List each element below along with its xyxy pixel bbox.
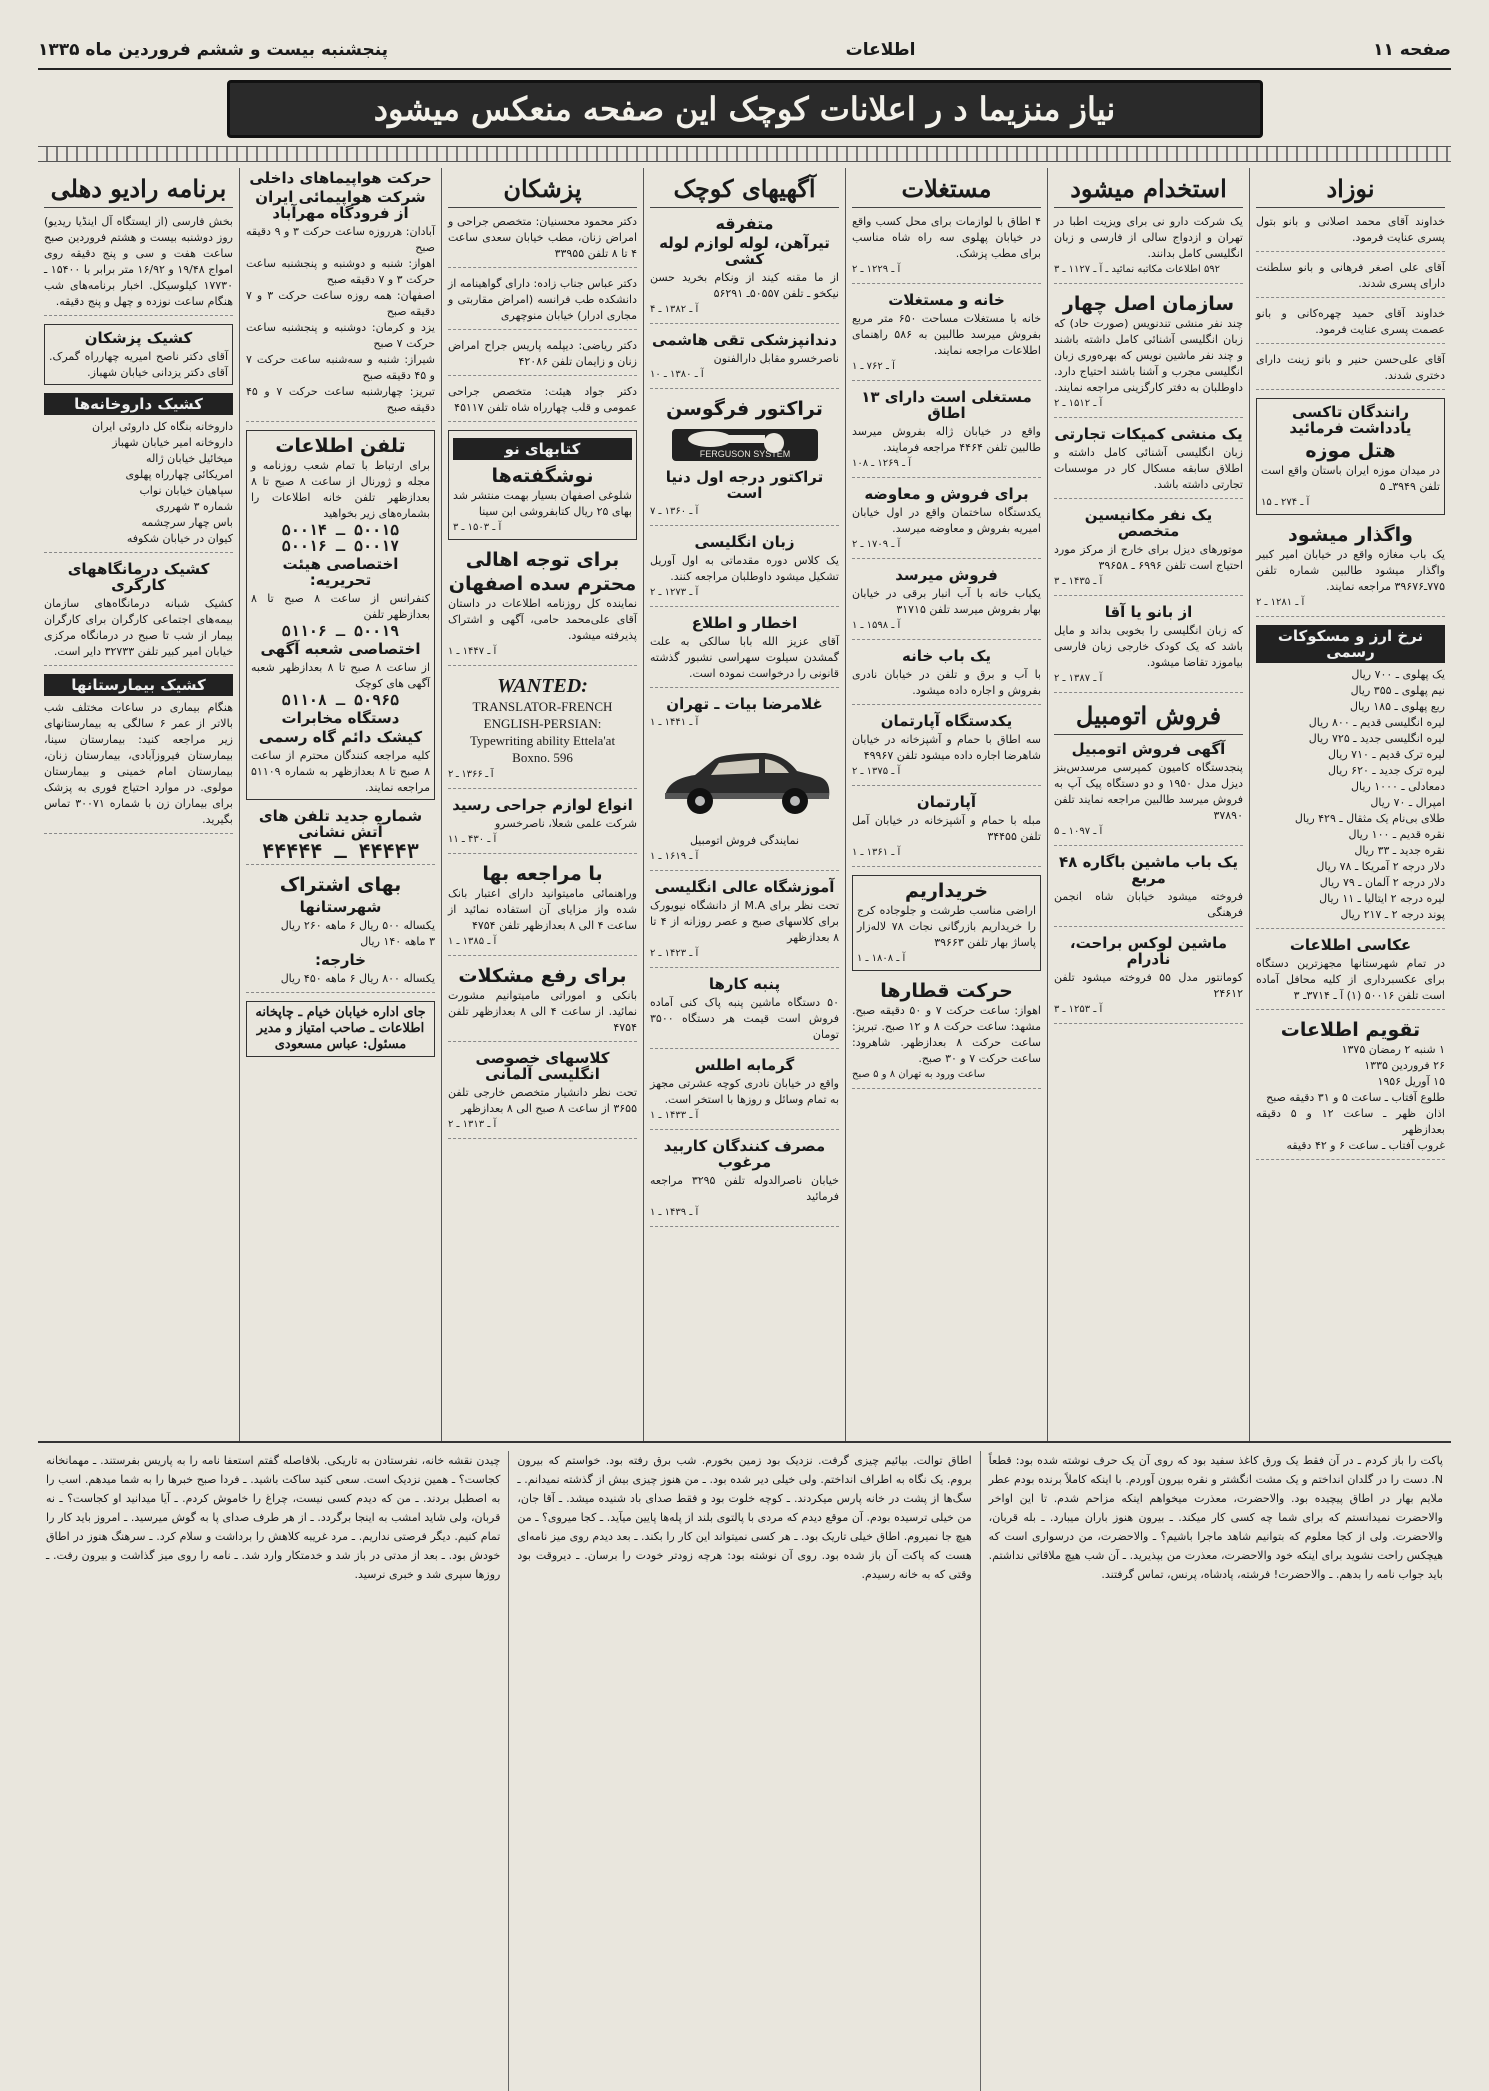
bathhouse-ad bbox=[650, 1057, 839, 1130]
comm-title: دستگاه مخابرات bbox=[281, 709, 400, 727]
mechanic-ad bbox=[1054, 507, 1243, 596]
pipe-text: از ما مقنه کیند از ونکام بخرید حسن نیکخو ـ تلفن ۵۰۵۵۷ـ ۵۶۲۹۱ bbox=[650, 271, 839, 300]
rate-line: لیره درجه ۲ ایتالیا ـ ۱۱ ریال bbox=[1319, 892, 1445, 905]
pipe-ref: آ ـ ۱۳۸۲ ـ ۴ bbox=[650, 304, 699, 315]
language-class-ad bbox=[448, 1050, 637, 1139]
secretary-ad bbox=[1054, 426, 1243, 499]
column-estates bbox=[845, 168, 1047, 1441]
flat-ref: آ ـ ۱۳۶۱ ـ ۱ bbox=[852, 847, 901, 858]
doctor-ad: دکتر محمود محسنیان: متخصص جراحی و امراض زنان، مطب خیابان سعدی ساعت ۴ تا ۸ تلفن ۳۳۹۵۵ bbox=[448, 214, 637, 268]
house-rent-title: یک باب خانه bbox=[902, 647, 991, 665]
duty-doctors bbox=[44, 324, 233, 385]
books-ad bbox=[448, 430, 637, 540]
org-text: چند نفر منشی تندنویس (صورت حاد) که زبان انگلیسی آشنائی کامل داشته باشند و چند نفر ماشین نویس که بهره‌وری زبان انگلیسی مجرب و آشنا باشند احتیاج دارد. داوطلبان به دفتر کارگزینی مراجعه نمایند. bbox=[1054, 317, 1243, 394]
house-ref: آ ـ ۷۶۲ ـ ۱ bbox=[852, 361, 895, 372]
pharma-ad bbox=[1054, 214, 1243, 284]
tractor-line: تراکتور درجه اول دنیا است bbox=[665, 468, 824, 502]
rate-line: نقره جدید ـ ۳۳ ریال bbox=[1354, 844, 1445, 857]
house-text: خانه با مستغلات مساحت ۶۵۰ متر مربع بفروش میرسد طالبین به ۵۸۶ راهنمای اطلاعات مراجعه نمایند. bbox=[852, 312, 1042, 357]
org-title: سازمان اصل چهار bbox=[1062, 293, 1235, 315]
flight-line: اهواز: شنبه و دوشنبه و پنجشنبه ساعت حرکت ۳ و ۷ دقیقه صبح bbox=[246, 257, 435, 286]
doctor-ad: دکتر عباس جناب زاده: دارای گواهینامه از دانشکده طب فرانسه (امراض مقاربتی و مجاری ادرار) خیابان منوچهری bbox=[448, 276, 637, 330]
transfer-text: یک باب مغازه واقع در خیابان امیر کبیر واگذار میشود طالبین شماره تلفن ۷۷۵ـ۳۹۶۷۶ مراجعه نمایند. bbox=[1256, 548, 1445, 593]
dental-title: دندانپزشکی تقی هاشمی bbox=[652, 331, 837, 349]
rate-line: طلای بی‌نام یک مثقال ـ ۴۲۹ ریال bbox=[1294, 812, 1445, 825]
fire-title: شماره جدید تلفن های آتش نشانی bbox=[258, 807, 423, 841]
calendar-line: طلوع آفتاب ـ ساعت ۵ و ۳۱ دقیقه صبح bbox=[1266, 1091, 1445, 1104]
rate-line: نیم پهلوی ـ ۳۵۵ ریال bbox=[1350, 684, 1445, 697]
agent-title: غلامرضا بیات ـ تهران bbox=[666, 695, 823, 713]
banner-title: نیاز منزیما د ر اعلانات کوچک این صفحه منعکس میشود bbox=[373, 90, 1116, 128]
car-sale-sub: آگهی فروش اتومبیل bbox=[1071, 740, 1226, 758]
pharmacies-title: کشیک داروخانه‌ها bbox=[44, 393, 233, 415]
column-births bbox=[1249, 168, 1451, 1441]
fire-phone-box bbox=[246, 808, 435, 865]
logo-text: FERGUSON SYSTEM bbox=[699, 449, 790, 459]
transfer-ref: آ ـ ۱۲۸۱ ـ ۲ bbox=[1256, 597, 1305, 608]
transfer-title: واگذار میشود bbox=[1288, 524, 1413, 546]
sale-ad bbox=[852, 567, 1041, 640]
wanted-title: WANTED: bbox=[497, 675, 588, 697]
flight-line: شیراز: شنبه و سه‌شنبه ساعت حرکت ۷ و ۴۵ دقیقه صبح bbox=[246, 353, 435, 382]
wanted-ad bbox=[448, 674, 637, 789]
tractor-ref: آ ـ ۱۳۶۰ ـ ۷ bbox=[650, 506, 699, 517]
story-column bbox=[38, 1451, 508, 2091]
classifieds-banner bbox=[227, 80, 1263, 138]
car-caption: نمایندگی فروش اتومبیل bbox=[689, 834, 800, 847]
agent-ref: آ ـ ۱۴۴۱ ـ ۱ bbox=[650, 717, 699, 728]
subscription-sub: شهرستانها bbox=[299, 898, 382, 916]
pharmacy-item: سپاهیان خیابان نواب bbox=[139, 484, 233, 497]
house-title: خانه و مستغلات bbox=[888, 291, 1005, 309]
org-ad bbox=[1054, 292, 1243, 418]
rooms-title: مستغلی است دارای ۱۳ اطاق bbox=[861, 388, 1032, 422]
rate-line: نقره قدیم ـ ۱۰۰ ریال bbox=[1348, 828, 1445, 841]
story-paragraph: اطاق توالت. بیائیم چیزی گرفت. نزدیک بود زمین بخورم. شب برق رفته بود. خواستم که بیرون بروم. یک نگاه به اطراف انداختم. ولی خیلی دیر شده بود. ـ من هنوز چیزی بیش از گذشته نمیدانم. ـ سگ‌ها از پشت در خانه پارس میکردند. ـ کوچه خلوت بود و فقط صدای باد شنیده میشد. ـ آقا جان، من خیلی ترسیده بودم. آن موقع دیدم که مردی با پالتوی بلند از پله‌ها پایین میآید. ـ کجا میروی؟ ـ من هیچ جا نمیروم. اطاق خیلی تاریک بود. ـ هر کسی نمیتواند این کار را بکند. ـ بعد دیدم روی میز نامه‌ای هست که پاکت آن باز شده بود. روی آن نوشته بود: هرچه زودتر خودت را برسان. ـ دیروقت بود وقتی که به خانه رسیدم. bbox=[517, 1454, 972, 1581]
flights-box bbox=[246, 170, 435, 422]
pharmacy-item: امریکائی چهارراه پهلوی bbox=[125, 468, 233, 481]
flat-text: مبله با حمام و آشپزخانه در خیابان آمل تلفن ۳۴۴۵۵ bbox=[852, 814, 1041, 843]
reward-text: وراهنمائی مامیتوانید دارای اعتبار بانک شده واز مزایای آن استفاده نمائید از ساعت ۴ الی ۸ بعدازظهر تلفن ۴۷۵۴ bbox=[448, 887, 637, 932]
notice-ad bbox=[650, 615, 839, 688]
editorial-title: اختصاصی هیئت تحریریه: bbox=[282, 555, 399, 589]
car-sale-ref: آ ـ ۱۰۹۷ ـ ۵ bbox=[1054, 826, 1103, 837]
isfahan-title: برای توجه اهالی محترم سده اصفهان bbox=[448, 549, 637, 595]
pipe-title: تیرآهن، لوله لوازم لوله کشی bbox=[659, 234, 830, 268]
school-text: تحت نظر برای M.A از دانشگاه نیویورک برای کلاسهای صبح و عصر روزانه از ۴ تا ۸ بعدازظهر bbox=[650, 899, 840, 944]
notice-text: آقای عزیز الله بابا سالکی به علت گمشدن سیلوت سهراسی نشبور گذشته قانونی را درخواست نموده است. bbox=[650, 635, 839, 680]
hotel-text: در میدان موزه ایران باستان واقع است تلفن ۳۹۴۹ـ ۵ bbox=[1261, 464, 1440, 493]
cotton-title: پنبه کارها bbox=[708, 975, 781, 993]
english-ad bbox=[650, 534, 839, 607]
hospitals-text: هنگام بیماری در ساعات مختلف شب بالاتر از عمر ۶ سالگی به بیمارستانهای زیر مراجعه کنید: بیمارستان سینا، بیمارستان فیروزآبادی، بیمارستان زنان، بیمارستان امام خمینی و بیمارستان مولوی. در موارد احتیاج فوری به پزشک برای بیماران زن با شماره ۳۰۰۷۱ تماس بگیرید. bbox=[44, 701, 233, 826]
story-column bbox=[980, 1451, 1451, 2091]
ads-dept-number: ۵۰۹۶۵ ـ ۵۱۱۰۸ bbox=[281, 691, 400, 709]
story-paragraph: چیدن نقشه خانه، نفرستادن به تاریکی. بلافاصله گفتم استعفا نامه را به پاریس بفرستند. ـ مهمانخانه کجاست؟ ـ همین نزدیک است. سعی کنید ساکت باشید. ـ فردا صبح خبرها را به شما میدهم. اسب را به اصطبل بردند. ـ من که دیدم کسی نیست، چراغ را خاموش کردم. ـ آیا میدانید او کجاست؟ ـ نه قربان، ولی شاید امشب به اینجا برگردد. ـ از هر طرف صدای پا به گوش میرسید. ـ امروز باید کار را تمام کنیم. دیگر فرصتی نداریم. ـ مرد غریبه کلاهش را برداشت و سلام کرد. ـ سرهنگ هنوز در اطاق خودش بود. ـ بعد از مدتی در باز شد و خدمتکار وارد شد. ـ نامه را روی میز گذاشت و بیرون رفت. ـ روزها سپری شد و خبری نرسید. bbox=[46, 1454, 501, 1581]
buyer-ref: آ ـ ۱۸۰۸ ـ ۱ bbox=[857, 953, 906, 964]
buyer-text: اراضی مناسب طرشت و جلوجاده کرج را خریداریم بازرگانی نجات ۷۸ لاله‌زار پاساژ بهار تلفن ۳۹۶۶۳ bbox=[857, 904, 1036, 949]
scattered-heading: متفرقه bbox=[715, 214, 774, 233]
office-ref: آ ـ ۱۲۲۹ ـ ۲ bbox=[852, 264, 901, 275]
bathhouse-text: واقع در خیابان نادری کوچه عشرتی مجهز به تمام وسائل و روزها با استخر است. bbox=[650, 1077, 839, 1106]
rate-line: ربع پهلوی ـ ۱۸۵ ریال bbox=[1350, 700, 1445, 713]
flights-sub: شرکت هواپیمائی ایران از فرودگاه مهرآباد bbox=[255, 188, 426, 222]
books-text: شلوغی اصفهان بسیار بهمت منتشر شد بهای ۲۵ ریال کتابفروشی ابن سینا bbox=[453, 489, 632, 518]
english-text: یک کلاس دوره مقدماتی به اول آوریل تشکیل میشود داوطلبان مراجعه کنند. bbox=[650, 554, 839, 583]
isfahan-ref: آ ـ ۱۴۴۷ ـ ۱ bbox=[448, 646, 497, 657]
subscription-title: بهای اشتراک bbox=[279, 874, 402, 896]
pharmacy-item: باس چهار سرچشمه bbox=[141, 516, 233, 529]
ads-dept-title: اختصاصی شعبه آگهی bbox=[260, 640, 421, 658]
flight-line: اصفهان: همه روزه ساعت حرکت ۳ و ۷ دقیقه صبح bbox=[246, 289, 436, 318]
house-rent-text: با آب و برق و تلفن در خیابان نادری بفروش و اجاره داده میشود. bbox=[852, 668, 1041, 697]
rate-line: لیره ترک قدیم ـ ۷۱۰ ریال bbox=[1327, 748, 1445, 761]
school-ad bbox=[650, 879, 839, 968]
books-title: کتابهای نو bbox=[453, 438, 632, 460]
subscription-line: ۳ ماهه ۱۴۰ ریال bbox=[360, 935, 435, 948]
column-radio bbox=[38, 168, 239, 1441]
reward-title: با مراجعه بها bbox=[482, 863, 603, 885]
column-flights bbox=[239, 168, 441, 1441]
birth-notice: خداوند آقای حمید چهره‌کانی و بانو عصمت پسری عنایت فرمود. bbox=[1256, 306, 1445, 344]
apartment-ref: آ ـ ۱۳۷۵ ـ ۲ bbox=[852, 766, 901, 777]
exchange-ref: آ ـ ۱۷۰۹ ـ ۲ bbox=[852, 539, 901, 550]
wanted-line: TRANSLATOR-FRENCH bbox=[472, 699, 613, 714]
factory-clinics bbox=[44, 561, 233, 666]
books-ref: آ ـ ۱۵۰۳ ـ ۳ bbox=[453, 522, 502, 533]
school-ref: آ ـ ۱۴۲۳ ـ ۲ bbox=[650, 948, 699, 959]
wanted-ref: آ ـ ۱۳۶۶ ـ ۲ bbox=[448, 769, 494, 780]
ferguson-logo-icon bbox=[670, 425, 820, 465]
pharmacy-item: داروخانه امیر خیابان شهباز bbox=[112, 436, 233, 449]
rate-line: لیره ترک جدید ـ ۶۲۰ ریال bbox=[1327, 764, 1445, 777]
trains-text: اهواز: ساعت حرکت ۷ و ۵۰ دقیقه صبح. مشهد: ساعت حرکت ۸ و ۱۲ صبح. تبریز: ساعت حرکت ۸ بعدازظهر. شاهرود: ساعت حرکت ۷ و ۳۰ صبح. bbox=[852, 1004, 1041, 1065]
doctor-ad: دکتر ریاضی: دیپلمه پاریس جراح امراض زنان و زایمان تلفن ۴۲۰۸۶ bbox=[448, 338, 637, 376]
page-header bbox=[38, 32, 1451, 70]
exchange-ad bbox=[852, 486, 1041, 559]
serial-story bbox=[38, 1443, 1451, 2091]
wanted-line: Boxno. 596 bbox=[512, 750, 573, 765]
phone-text: برای ارتباط با تمام شعب روزنامه و مجله و ژورنال از ساعت ۸ صبح تا ۸ بعدازظهر تلفن خانه اطلاعات را بشماره‌های زیر بخواهید bbox=[251, 459, 430, 520]
photo-title: عکاسی اطلاعات bbox=[1289, 936, 1412, 954]
buyer-title: خریداریم bbox=[904, 880, 989, 902]
school-title: آموزشگاه عالی انگلیسی bbox=[654, 878, 835, 896]
imprint: جای اداره خیابان خیام ـ چاپخانه اطلاعات ـ صاحب امتیاز و مدیر مسئول: عباس مسعودی bbox=[246, 1001, 435, 1057]
german-text: تحت نظر دانشیار متخصص خارجی تلفن ۳۶۵۵ از ساعت ۸ صبح الی ۸ بعدازظهر bbox=[448, 1086, 637, 1115]
surgical-ref: آ ـ ۴۳۰ ـ ۱۱ bbox=[448, 834, 497, 845]
story-column bbox=[508, 1451, 979, 2091]
rate-line: پوند درجه ۲ ـ ۲۱۷ ریال bbox=[1340, 908, 1445, 921]
phone-number: ۵۰۰۱۷ ـ ۵۰۰۱۶ bbox=[281, 537, 400, 555]
flight-line: آبادان: هرروزه ساعت حرکت ۳ و ۹ دقیقه صبح bbox=[246, 225, 436, 254]
comm-sub: کیشک دائم گاه رسمی bbox=[258, 728, 423, 746]
house-ad bbox=[852, 292, 1041, 381]
radio-text: بخش فارسی (از ایستگاه آل اینڈیا ریدیو) روز دوشنبه بیست و هشتم فروردین صبح ساعت هفت و سی و پنج دقیقه روی امواج ۱۹/۴۸ و ۱۶/۹۲ متر برابر با ۱۵۴۰۰ ـ ۱۷۷۳۰ کیلوسیکل. اخبار برنامه‌های شب هنگام ساعت نوزده و چهل و پنج دقیقه. bbox=[44, 214, 233, 316]
doctors-heading: پزشکان bbox=[448, 174, 637, 208]
exchange-title: برای فروش و معاوضه bbox=[864, 485, 1029, 503]
hospitals-title: کشیک بیمارستانها bbox=[44, 674, 233, 696]
subscription-line: یکساله ۵۰۰ ریال ۶ ماهه ۲۶۰ ریال bbox=[280, 919, 435, 932]
carbide-ad bbox=[650, 1138, 839, 1227]
house-rent-ad bbox=[852, 648, 1041, 705]
rate-line: لیره انگلیسی جدید ـ ۷۲۵ ریال bbox=[1308, 732, 1445, 745]
german-title: کلاسهای خصوصی انگلیسی آلمانی bbox=[475, 1049, 610, 1083]
transfer-ad bbox=[1256, 523, 1445, 617]
rate-line: یک پهلوی ـ ۷۰۰ ریال bbox=[1351, 668, 1445, 681]
machine-title: یک باب ماشین باگاره ۴۸ مربع bbox=[1059, 853, 1238, 887]
pharmacy-item: شماره ۳ شهرری bbox=[155, 500, 233, 513]
problems-title: برای رفع مشکلات bbox=[458, 965, 627, 987]
rates-title: نرخ ارز و مسکوکات رسمی bbox=[1256, 625, 1445, 663]
calendar-line: ۲۶ فروردین ۱۳۳۵ bbox=[1364, 1059, 1445, 1072]
teacher-ref: آ ـ ۱۳۸۷ ـ ۲ bbox=[1054, 673, 1103, 684]
pharmacy-item: میخائیل خیابان ژاله bbox=[146, 452, 233, 465]
phone-title: تلفن اطلاعات bbox=[275, 435, 406, 457]
calendar-line: ۱ شنبه ۲ رمضان ۱۳۷۵ bbox=[1341, 1043, 1445, 1056]
bathhouse-title: گرمابه اطلس bbox=[694, 1056, 795, 1074]
car-sale-text: پنجدستگاه کامیون کمپرسی مرسدس‌بنز دیزل مدل ۱۹۵۰ و دو دستگاه پیک آپ به فروش میرسد طالبین مراجعه نمایند تلفن ۳۷۸۹۰ bbox=[1054, 761, 1243, 822]
paper-name: اطلاعات bbox=[845, 40, 916, 60]
factory-title: کشیک درمانگاههای کارگری bbox=[67, 560, 210, 594]
estates-heading: مستغلات bbox=[852, 174, 1041, 208]
office-text: ۴ اطاق با لوازمات برای محل کسب واقع در خیابان پهلوی سه راه شاه مناسب برای مطب پزشک. bbox=[852, 215, 1041, 260]
rooms-ad bbox=[852, 389, 1041, 478]
english-ref: آ ـ ۱۲۷۳ ـ ۲ bbox=[650, 587, 699, 598]
rate-line: لیره انگلیسی قدیم ـ ۸۰۰ ریال bbox=[1308, 716, 1445, 729]
births-heading: نوزاد bbox=[1256, 174, 1445, 208]
flights-title: حرکت هواپیماهای داخلی bbox=[249, 169, 432, 187]
tractor-ad bbox=[650, 397, 839, 526]
luxury-title: ماشین لوکس براحت، نادرام bbox=[1069, 934, 1228, 968]
flight-line: تبریز: چهارشنبه ساعت حرکت ۷ و ۴۵ دقیقه صبح bbox=[246, 385, 435, 414]
factory-text: کشیک شبانه درمانگاه‌های سازمان بیمه‌های اجتماعی کارگران برای کارگران بیمار از شب تا صبح در درمانگاه مرکزی خیابان امیر کبیر تلفن ۳۲۷۳۳ دایر است. bbox=[44, 597, 233, 658]
rooms-text: واقع در خیابان ژاله بفروش میرسد طالبین تلفن ۴۴۶۴ مراجعه فرمایند. bbox=[852, 425, 1041, 454]
story-paragraph: پاکت را باز کردم ـ در آن فقط یک ورق کاغذ سفید بود که روی آن یک حرف نوشته شده بود: قطعاً N. دست را در گلدان انداختم و یک مشت انگشتر و نقره بیرون آوردم. با اینکه کاملاً برنده بودم عطر ملایم بهار در اطاق پیچیده بود. والاحضرت، معذرت میخواهم اینکه مزاحم شدم. تا این اواخر والاحضرت نمیدانستم که برای شما چه کسی کار میکند. ـ بیرون هنوز باران میبارد. ـ بله قربان، والاحضرت. ولی از کجا معلوم که بتوانیم شاهد ماجرا باشیم؟ ـ والاحضرت، من درسواری است که هیچکس راحت نشوید برای اینکه خود والاحضرت، معذرت من بپذیرید. ـ آن شب هیچ ملاقاتی نداشتم. باید جواب نامه را بدهم. ـ والاحضرت! فرشته، پادشاه، پرنس، تماس گرفتند. bbox=[988, 1454, 1443, 1581]
pharma-text: یک شرکت دارو نی برای ویزیت اطبا در تهران و ازدواج سالی از فارسی و زبان انگلیسی کامل بدانند. bbox=[1054, 215, 1243, 260]
teacher-title: از بانو یا آقا bbox=[1104, 603, 1193, 621]
sale-text: یکباب خانه با آب انبار برقی در خیابان بهار بفروش میرسد تلفن ۳۱۷۱۵ bbox=[852, 587, 1041, 616]
flat-ad bbox=[852, 794, 1041, 867]
comm-text: کلیه مراجعه کنندگان محترم از ساعت ۸ صبح تا ۸ بعدازظهر به شماره ۵۱۱۰۹ مراجعه نمایند. bbox=[251, 749, 430, 794]
hotel-ref: آ ـ ۲۷۴ ـ ۱۵ bbox=[1261, 497, 1310, 508]
phone-number: ۵۰۰۱۵ ـ ۵۰۰۱۴ bbox=[281, 521, 400, 539]
secretary-title: یک منشی کمیکات تجارتی bbox=[1054, 425, 1243, 443]
birth-notice: آقای علی‌حسن حنیر و بانو زینت دارای دختری شدند. bbox=[1256, 352, 1445, 390]
office-ad bbox=[852, 214, 1041, 284]
bathhouse-ref: آ ـ ۱۴۳۳ ـ ۱ bbox=[650, 1110, 699, 1121]
pharmacy-item: کیوان در خیابان شکوفه bbox=[126, 532, 233, 545]
books-sub: نوشگفته‌ها bbox=[491, 465, 594, 487]
mechanic-title: یک نفر مکانیسین متخصص bbox=[1084, 506, 1213, 540]
classified-columns bbox=[38, 168, 1451, 1443]
dental-text: ناصرخسرو مقابل دارالفنون bbox=[713, 352, 839, 365]
teacher-ad bbox=[1054, 604, 1243, 693]
calendar-title: تقویم اطلاعات bbox=[1280, 1019, 1421, 1041]
calendar-box bbox=[1256, 1018, 1445, 1160]
birth-notice: آقای علی اصغر فرهانی و بانو سلطنت دارای پسری شدند. bbox=[1256, 260, 1445, 298]
currency-rates bbox=[1256, 625, 1445, 929]
radio-heading: برنامه رادیو دهلی bbox=[44, 174, 233, 208]
carbide-ref: آ ـ ۱۴۳۹ ـ ۱ bbox=[650, 1207, 699, 1218]
duty-pharmacies bbox=[44, 393, 233, 553]
exchange-text: یکدستگاه ساختمان واقع در اول خیابان امیریه بفروش و معاوضه میرسد. bbox=[852, 506, 1041, 535]
duty-hospitals bbox=[44, 674, 233, 834]
rate-line: امپرال ـ ۷۰ ریال bbox=[1370, 796, 1445, 809]
birth-notice: خداوند آقای محمد اصلانی و بانو بتول پسری عنایت فرمود. bbox=[1256, 214, 1445, 252]
german-ref: آ ـ ۱۳۱۳ ـ ۲ bbox=[448, 1119, 497, 1130]
notice-title: اخطار و اطلاع bbox=[691, 614, 798, 632]
carbide-title: مصرف کنندگان کاربید مرغوب bbox=[663, 1137, 826, 1171]
trains-ref: ساعت ورود به تهران ۸ و ۵ صبح bbox=[852, 1069, 986, 1080]
ornament-divider bbox=[38, 146, 1451, 162]
flight-line: یزد و کرمان: دوشنبه و پنجشنبه ساعت حرکت ۷ صبح bbox=[246, 321, 435, 350]
machine-ad bbox=[1054, 854, 1243, 927]
apartment-text: سه اطاق با حمام و آشپزخانه در خیابان شاهرضا اجاره داده میشود تلفن ۴۹۹۶۷ bbox=[852, 733, 1041, 762]
luxury-ref: آ ـ ۱۲۵۳ ـ ۳ bbox=[1054, 1004, 1103, 1015]
teacher-text: که زبان انگلیسی را بخوبی بداند و مایل باشد که یک کودک خارجی زبان فارسی بیاموزد تقاضا میشود. bbox=[1054, 624, 1243, 669]
trains-title: حرکت قطارها bbox=[880, 980, 1013, 1002]
isfahan-ad bbox=[448, 548, 637, 666]
page-number: صفحه ۱۱ bbox=[1373, 40, 1451, 60]
editorial-text: کنفرانس از ساعت ۸ صبح تا ۸ بعدازظهر تلفن bbox=[251, 592, 430, 621]
bank-credit-ad bbox=[448, 862, 637, 956]
employment-heading: استخدام میشود bbox=[1054, 174, 1243, 208]
machine-text: فروخته میشود خیابان شاه انجمن فرهنگی bbox=[1054, 890, 1243, 919]
hotel-heading: رانندگان تاکسی یادداشت فرمائید bbox=[1289, 403, 1412, 437]
photo-text: در تمام شهرستانها مجهزترین دستگاه برای عکسبرداری از کلیه محافل آماده است تلفن ۵۰۰۱۶ (۱) آ ـ ۳۷۱۴ـ ۳ bbox=[1256, 957, 1445, 1002]
apartment-ad bbox=[852, 713, 1041, 786]
subscription-box bbox=[246, 873, 435, 993]
surgical-title: انواع لوازم جراحی رسید bbox=[452, 796, 633, 814]
rate-line: دمعادلی ـ ۱۰۰۰ ریال bbox=[1351, 780, 1445, 793]
ferguson-logo bbox=[650, 425, 839, 465]
dental-ref: آ ـ ۱۳۸۰ ـ ۱۰ bbox=[650, 369, 704, 380]
column-small-ads bbox=[643, 168, 845, 1441]
foreign-line: یکساله ۸۰۰ ریال ۶ ماهه ۴۵۰ ریال bbox=[280, 972, 435, 985]
rooms-ref: آ ـ ۱۲۶۹ ـ ۱۰۸ bbox=[852, 458, 911, 469]
fire-number: ۴۴۴۴۳ ـ ۴۴۴۴۴ bbox=[262, 839, 419, 863]
duty-doctors-text: آقای دکتر ناصح امیریه چهارراه گمرک. آقای دکتر یزدانی خیابان شهباز. bbox=[49, 350, 228, 379]
sale-title: فروش میرسد bbox=[895, 566, 998, 584]
org-ref: آ ـ ۱۵۱۲ ـ ۲ bbox=[1054, 398, 1103, 409]
calendar-line: اذان ظهر ـ ساعت ۱۲ و ۵ دقیقه بعدازظهر bbox=[1256, 1107, 1445, 1136]
issue-date: پنجشنبه بیست و ششم فروردین ماه ۱۳۳۵ bbox=[38, 40, 389, 60]
apartment-title: یکدستگاه آپارتمان bbox=[880, 712, 1013, 730]
surgical-ad bbox=[448, 797, 637, 854]
pipe-ad bbox=[650, 235, 839, 324]
rate-line: دلار درجه ۲ آلمان ـ ۷۹ ریال bbox=[1319, 876, 1445, 889]
doctor-ad: دکتر جواد هیئت: متخصص جراحی عمومی و قلب چهارراه شاه تلفن ۴۵۱۱۷ bbox=[448, 384, 637, 422]
car-illustration-icon bbox=[655, 737, 835, 827]
flat-title: آپارتمان bbox=[916, 793, 977, 811]
cotton-text: ۵۰ دستگاه ماشین پنبه پاک کنی آماده فروش است قیمت هر دستگاه ۳۵۰۰ تومان bbox=[650, 996, 839, 1041]
reward-ref: آ ـ ۱۳۸۵ ـ ۱ bbox=[448, 936, 497, 947]
luxury-text: کومانتور مدل ۵۵ فروخته میشود تلفن ۲۴۶۱۲ bbox=[1054, 971, 1243, 1000]
buyer-ad bbox=[852, 875, 1041, 971]
ads-dept-text: از ساعت ۸ صبح تا ۸ بعدازظهر شعبه آگهی های کوچک bbox=[251, 661, 431, 690]
hotel-name: هتل موزه bbox=[1305, 440, 1396, 462]
pharma-ref: ۵۹۲ اطلاعات مکاتبه نمائید ـ آ ـ ۱۱۲۷ ـ ۳ bbox=[1054, 264, 1221, 275]
problems-ad bbox=[448, 964, 637, 1042]
pharmacy-item: داروخانه بنگاه کل داروئی ایران bbox=[92, 420, 233, 433]
small-ads-heading: آگهیهای کوچک bbox=[650, 174, 839, 208]
duty-doctors-title: کشیک پزشکان bbox=[84, 329, 193, 347]
hotel-ad bbox=[1256, 398, 1445, 515]
cotton-ad bbox=[650, 976, 839, 1049]
column-employment bbox=[1047, 168, 1249, 1441]
mechanic-ref: آ ـ ۱۴۳۵ ـ ۳ bbox=[1054, 576, 1103, 587]
car-sale-heading: فروش اتومبیل bbox=[1054, 701, 1243, 735]
mechanic-text: موتورهای دیزل برای خارج از مرکز مورد احتیاج است تلفن ۶۹۹۶ ـ ۳۹۶۵۸ bbox=[1054, 543, 1243, 572]
car-sale-ad bbox=[1054, 741, 1243, 846]
trains-schedule bbox=[852, 979, 1041, 1089]
wanted-line: Typewriting ability Ettela'at bbox=[469, 733, 616, 748]
photo-studio-ad bbox=[1256, 937, 1445, 1010]
sale-ref: آ ـ ۱۵۹۸ ـ ۱ bbox=[852, 620, 901, 631]
english-title: زبان انگلیسی bbox=[694, 533, 795, 551]
phone-box bbox=[246, 430, 435, 800]
wanted-line: ENGLISH-PERSIAN: bbox=[483, 716, 602, 731]
rate-line: دلار درجه ۲ آمریکا ـ ۷۸ ریال bbox=[1316, 860, 1445, 873]
car-ref: آ ـ ۱۶۱۹ ـ ۱ bbox=[650, 851, 699, 862]
carbide-text: خیابان ناصرالدوله تلفن ۳۲۹۵ مراجعه فرمائید bbox=[650, 1174, 839, 1203]
dental-ad bbox=[650, 332, 839, 389]
luxury-car-ad bbox=[1054, 935, 1243, 1024]
calendar-line: ۱۵ آوریل ۱۹۵۶ bbox=[1377, 1075, 1445, 1088]
foreign-title: خارجه: bbox=[315, 951, 366, 969]
isfahan-text: نماینده کل روزنامه اطلاعات در داستان آقای علی‌محمد حامی، آگهی و اشتراک پذیرفته میشود. bbox=[448, 597, 637, 642]
secretary-text: زبان انگلیسی آشنائی کامل داشته و اطلاق سابقه مسکال کار در موسسات تجارتی داشته باشد. bbox=[1054, 446, 1243, 491]
problems-text: بانکی و اموراتی مامیتوانیم مشورت نمائید. از ساعت ۴ الی ۸ بعدازظهر تلفن ۴۷۵۴ bbox=[448, 989, 638, 1034]
column-doctors bbox=[441, 168, 643, 1441]
surgical-text: شرکت علمی شعلا، ناصرخسرو bbox=[494, 817, 637, 830]
calendar-line: غروب آفتاب ـ ساعت ۶ و ۴۲ دقیقه bbox=[1286, 1139, 1445, 1152]
editorial-number: ۵۰۰۱۹ ـ ۵۱۱۰۶ bbox=[281, 622, 400, 640]
car-dealer-ad bbox=[650, 696, 839, 871]
tractor-heading: تراکتور فرگوسن bbox=[666, 398, 823, 420]
